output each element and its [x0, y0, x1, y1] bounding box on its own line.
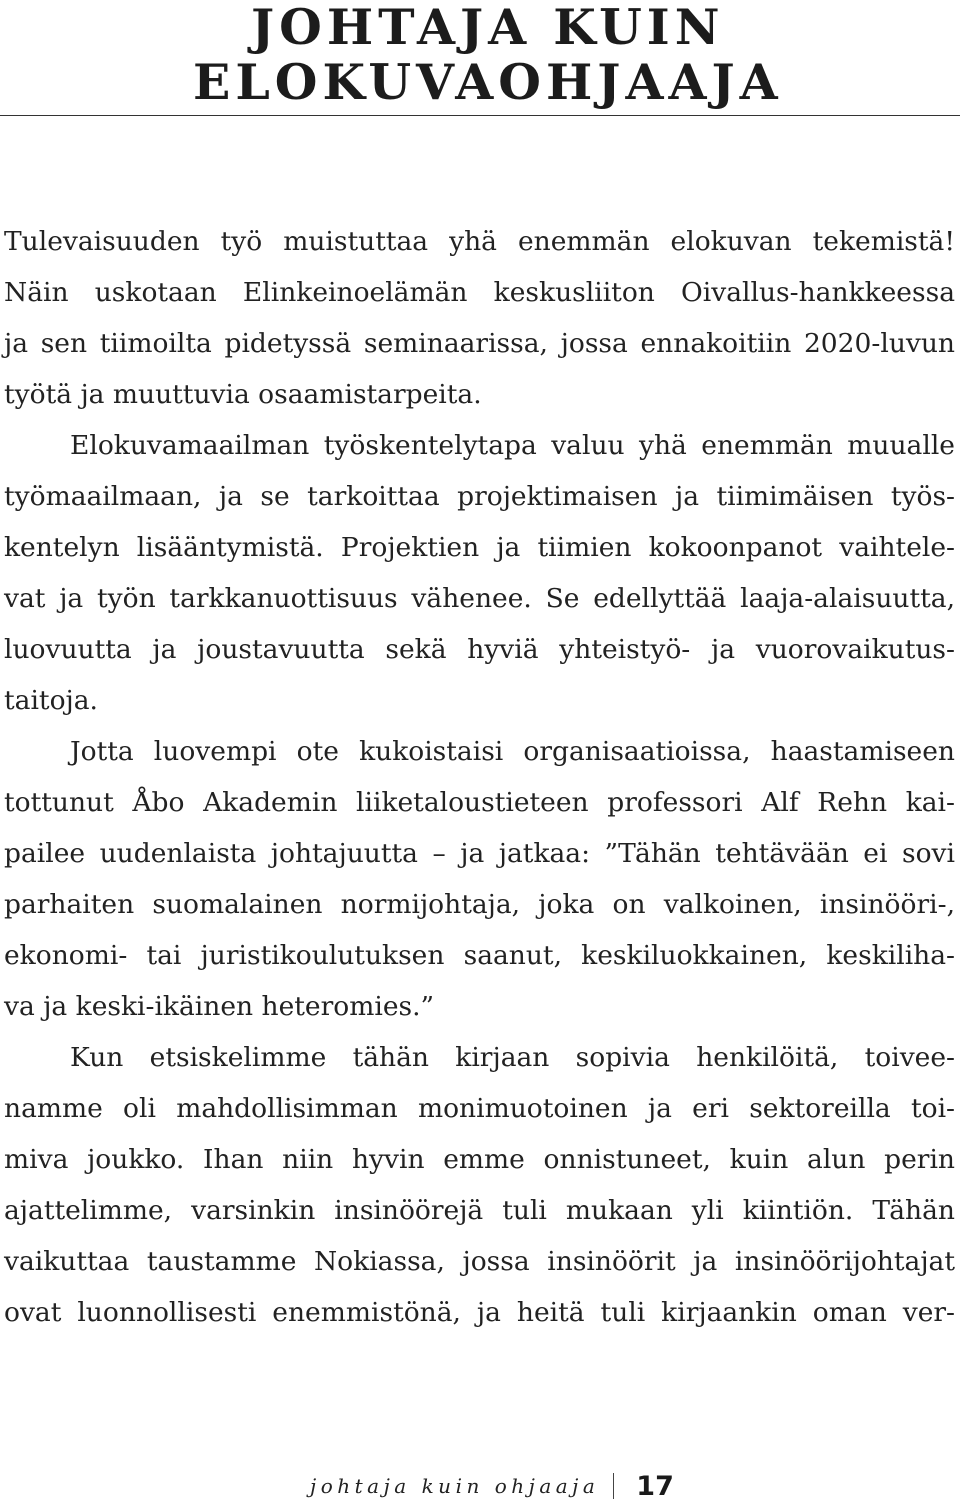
- chapter-title-line-2: ELOKUVAOHJAAJA: [193, 53, 783, 111]
- text-line: ovat luonnollisesti enemmistönä, ja heitä tuli kirjaankin oman ver-: [4, 1297, 955, 1328]
- text-line: miva joukko. Ihan niin hyvin emme onnistuneet, kuin alun perin: [4, 1144, 955, 1175]
- text-line: vaikuttaa taustamme Nokiassa, jossa insinöörit ja insinöörijohtajat: [4, 1246, 955, 1277]
- text-line: vat ja työn tarkkanuottisuus vähenee. Se edellyttää laaja-alaisuutta,: [4, 583, 955, 614]
- text-line: Elokuvamaailman työskentelytapa valuu yhä enemmän muualle: [70, 430, 955, 461]
- chapter-title: [0, 0, 960, 109]
- text-line: va ja keski-ikäinen heteromies.”: [4, 991, 435, 1022]
- text-line: työtä ja muuttuvia osaamistarpeita.: [4, 379, 482, 410]
- text-line: Näin uskotaan Elinkeinoelämän keskusliiton Oivallus-hankkeessa: [4, 277, 955, 308]
- text-line: Jotta luovempi ote kukoistaisi organisaatioissa, haastamiseen: [70, 736, 955, 767]
- text-line: ja sen tiimoilta pidetyssä seminaarissa, jossa ennakoitiin 2020-luvun: [4, 328, 955, 359]
- text-line: luovuutta ja joustavuutta sekä hyviä yhteistyö- ja vuorovaikutus-: [4, 634, 955, 665]
- text-line: Kun etsiskelimme tähän kirjaan sopivia henkilöitä, toivee-: [70, 1042, 955, 1073]
- paragraph: [4, 726, 955, 1032]
- body-text: [4, 216, 955, 1338]
- text-line: pailee uudenlaista johtajuutta – ja jatkaa: ”Tähän tehtävään ei sovi: [4, 838, 955, 869]
- text-line: ekonomi- tai juristikoulutuksen saanut, keskiluokkainen, keskiliha-: [4, 940, 955, 971]
- text-line: ajattelimme, varsinkin insinöörejä tuli mukaan yli kiintiön. Tähän: [4, 1195, 955, 1226]
- text-line: kentelyn lisääntymistä. Projektien ja tiimien kokoonpanot vaihtele-: [4, 532, 955, 563]
- page-number: 17: [636, 1470, 674, 1502]
- text-line: parhaiten suomalainen normijohtaja, joka on valkoinen, insinööri-,: [4, 889, 955, 920]
- text-line: työmaailmaan, ja se tarkoittaa projektimaisen ja tiimimäisen työs-: [4, 481, 955, 512]
- paragraph: [4, 216, 955, 420]
- running-title: johtaja kuin ohjaaja: [310, 1474, 600, 1498]
- text-line: taitoja.: [4, 685, 98, 716]
- text-line: namme oli mahdollisimman monimuotoinen ja eri sektoreilla toi-: [4, 1093, 955, 1124]
- text-line: Tulevaisuuden työ muistuttaa yhä enemmän elokuvan tekemistä!: [4, 226, 955, 257]
- page-footer: [310, 1466, 674, 1506]
- paragraph: [4, 420, 955, 726]
- paragraph: [4, 1032, 955, 1338]
- footer-separator: [613, 1473, 614, 1499]
- text-line: tottunut Åbo Akademin liiketaloustieteen professori Alf Rehn kai-: [4, 787, 955, 818]
- title-divider: [0, 115, 960, 116]
- chapter-title-line-1: JOHTAJA KUIN: [251, 0, 725, 56]
